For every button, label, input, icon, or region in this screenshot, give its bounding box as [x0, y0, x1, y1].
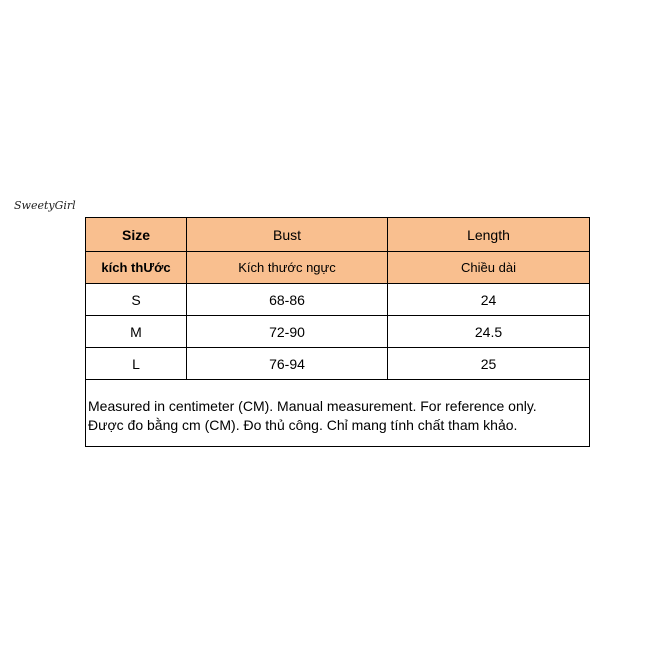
length-cell: 24 [388, 284, 590, 316]
note-vietnamese: Được đo bằng cm (CM). Đo thủ công. Chỉ mang tính chất tham khảo. [88, 417, 518, 433]
table-row [86, 316, 590, 348]
bust-cell: 76-94 [187, 348, 388, 380]
bust-cell: 68-86 [187, 284, 388, 316]
length-cell: 24.5 [388, 316, 590, 348]
size-cell: S [86, 284, 187, 316]
table-row [86, 284, 590, 316]
brand-watermark: SweetyGirl [14, 199, 76, 212]
bust-cell: 72-90 [187, 316, 388, 348]
table-row [86, 348, 590, 380]
measurement-note [88, 397, 537, 435]
length-cell: 25 [388, 348, 590, 380]
size-chart [85, 217, 590, 447]
header-row [86, 218, 590, 252]
header-bust-vi: Kích thước ngực [187, 252, 388, 284]
size-cell: M [86, 316, 187, 348]
header-length-vi: Chiều dài [388, 252, 590, 284]
size-cell: L [86, 348, 187, 380]
size-table [85, 217, 590, 380]
note-english: Measured in centimeter (CM). Manual measurement. For reference only. [88, 398, 537, 414]
header-row-vi [86, 252, 590, 284]
header-size-vi: kích thƯớc [86, 252, 187, 284]
header-size: Size [86, 218, 187, 252]
header-bust: Bust [187, 218, 388, 252]
header-length: Length [388, 218, 590, 252]
